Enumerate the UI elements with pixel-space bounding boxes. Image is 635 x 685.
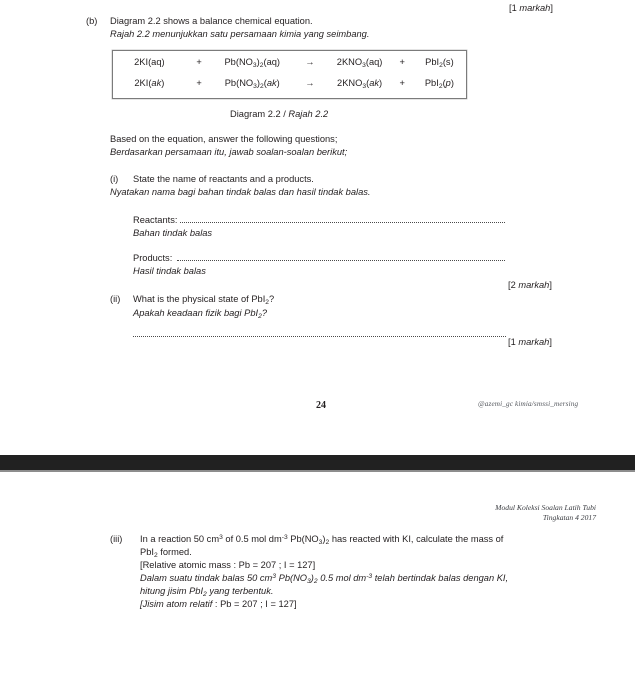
instruction-my: Berdasarkan persamaan itu, jawab soalan-soalan berikut;: [110, 147, 348, 157]
page-number: 24: [316, 400, 326, 411]
question-label-b: (b): [86, 16, 98, 26]
equation-plus-2-my: +: [399, 78, 405, 88]
products-label-my: Hasil tindak balas: [133, 266, 206, 276]
question-i-text-en: State the name of reactants and a products.: [133, 174, 314, 184]
equation-reactant-1-my: 2KI(ak): [134, 78, 165, 88]
instruction-en: Based on the equation, answer the following questions;: [110, 134, 338, 144]
question-ii-text-en: What is the physical state of PbI$_2$?: [133, 294, 275, 306]
question-ii-answer-line[interactable]: [133, 336, 506, 337]
marks-annotation-ii: [1 markah]: [508, 337, 552, 347]
marks-word: markah: [519, 3, 551, 13]
products-label: Products:: [133, 253, 173, 263]
module-header-line-2: Tingkatan 4 2017: [542, 513, 596, 522]
question-i-text-my: Nyatakan nama bagi bahan tindak balas dan hasil tindak balas.: [110, 187, 371, 197]
equation-product-1-my: $2KNO_3(ak)$: [337, 78, 383, 90]
products-answer-line[interactable]: [177, 260, 505, 261]
question-label-ii: (ii): [110, 294, 121, 304]
reactants-label: Reactants:: [133, 215, 178, 225]
question-iii-text-my-line1: Dalam suatu tindak balas 50 $cm^3$ $Pb(NO_3)_2$ 0.5 mol $dm^{-3}$ telah bertindak balas dengan KI,: [140, 573, 509, 585]
page-separator-shadow: [0, 470, 635, 472]
question-label-i: (i): [110, 174, 119, 184]
equation-row-malay: [113, 78, 466, 88]
equation-reactant-2-en: $Pb(NO_3)_2(aq)$: [224, 57, 281, 69]
chemical-equation-box: [112, 50, 467, 99]
equation-product-2-my: PbI$_2$(p): [424, 78, 454, 90]
question-iii-relative-atomic-mass-my: [Jisim atom relatif : Pb = 207 ; I = 127]: [140, 599, 297, 609]
question-ii-text-my: Apakah keadaan fizik bagi PbI$_2$?: [133, 308, 267, 320]
equation-product-1-en: $2KNO_3(aq)$: [336, 57, 383, 69]
equation-arrow-my: →: [305, 78, 315, 88]
question-iii-text-en-line1: In a reaction 50 $cm^3$ of 0.5 mol $dm^{-3}$ $Pb(NO_3)_2$ has reacted with KI, calculate the mass of: [140, 534, 504, 546]
equation-plus-1-en: +: [196, 57, 202, 67]
equation-row-english: [113, 57, 466, 67]
question-b-stem-my: Rajah 2.2 menunjukkan satu persamaan kimia yang seimbang.: [110, 29, 370, 39]
equation-plus-2-en: +: [399, 57, 405, 67]
reactants-label-my: Bahan tindak balas: [133, 228, 213, 238]
equation-reactant-1-en: 2KI(aq): [134, 57, 165, 67]
equation-product-2-en: PbI$_2$(s): [425, 57, 454, 69]
question-iii-text-my-line2: hitung jisim PbI$_2$ yang terbentuk.: [140, 586, 274, 598]
reactants-answer-line[interactable]: [180, 222, 505, 223]
question-iii-text-en-line2: PbI$_2$ formed.: [140, 547, 192, 559]
module-header-line-1: Modul Koleksi Soalan Latih Tubi: [495, 503, 596, 512]
marks-annotation-i: [2 markah]: [508, 280, 552, 290]
equation-reactant-2-my: $Pb(NO_3)_2(ak)$: [224, 78, 280, 90]
equation-arrow-en: →: [305, 57, 315, 67]
question-iii-relative-atomic-mass-en: [Relative atomic mass : Pb = 207 ; I = 127]: [140, 560, 316, 570]
footer-watermark: @azemi_gc kimia/smssi_mersing: [478, 400, 579, 408]
page-separator-bar: [0, 455, 635, 470]
diagram-caption: Diagram 2.2 / Rajah 2.2: [230, 109, 329, 119]
marks-annotation-top: [1 markah]: [509, 3, 553, 13]
question-label-iii: (iii): [110, 534, 123, 544]
equation-plus-1-my: +: [196, 78, 202, 88]
question-b-stem-en: Diagram 2.2 shows a balance chemical equation.: [110, 16, 313, 26]
